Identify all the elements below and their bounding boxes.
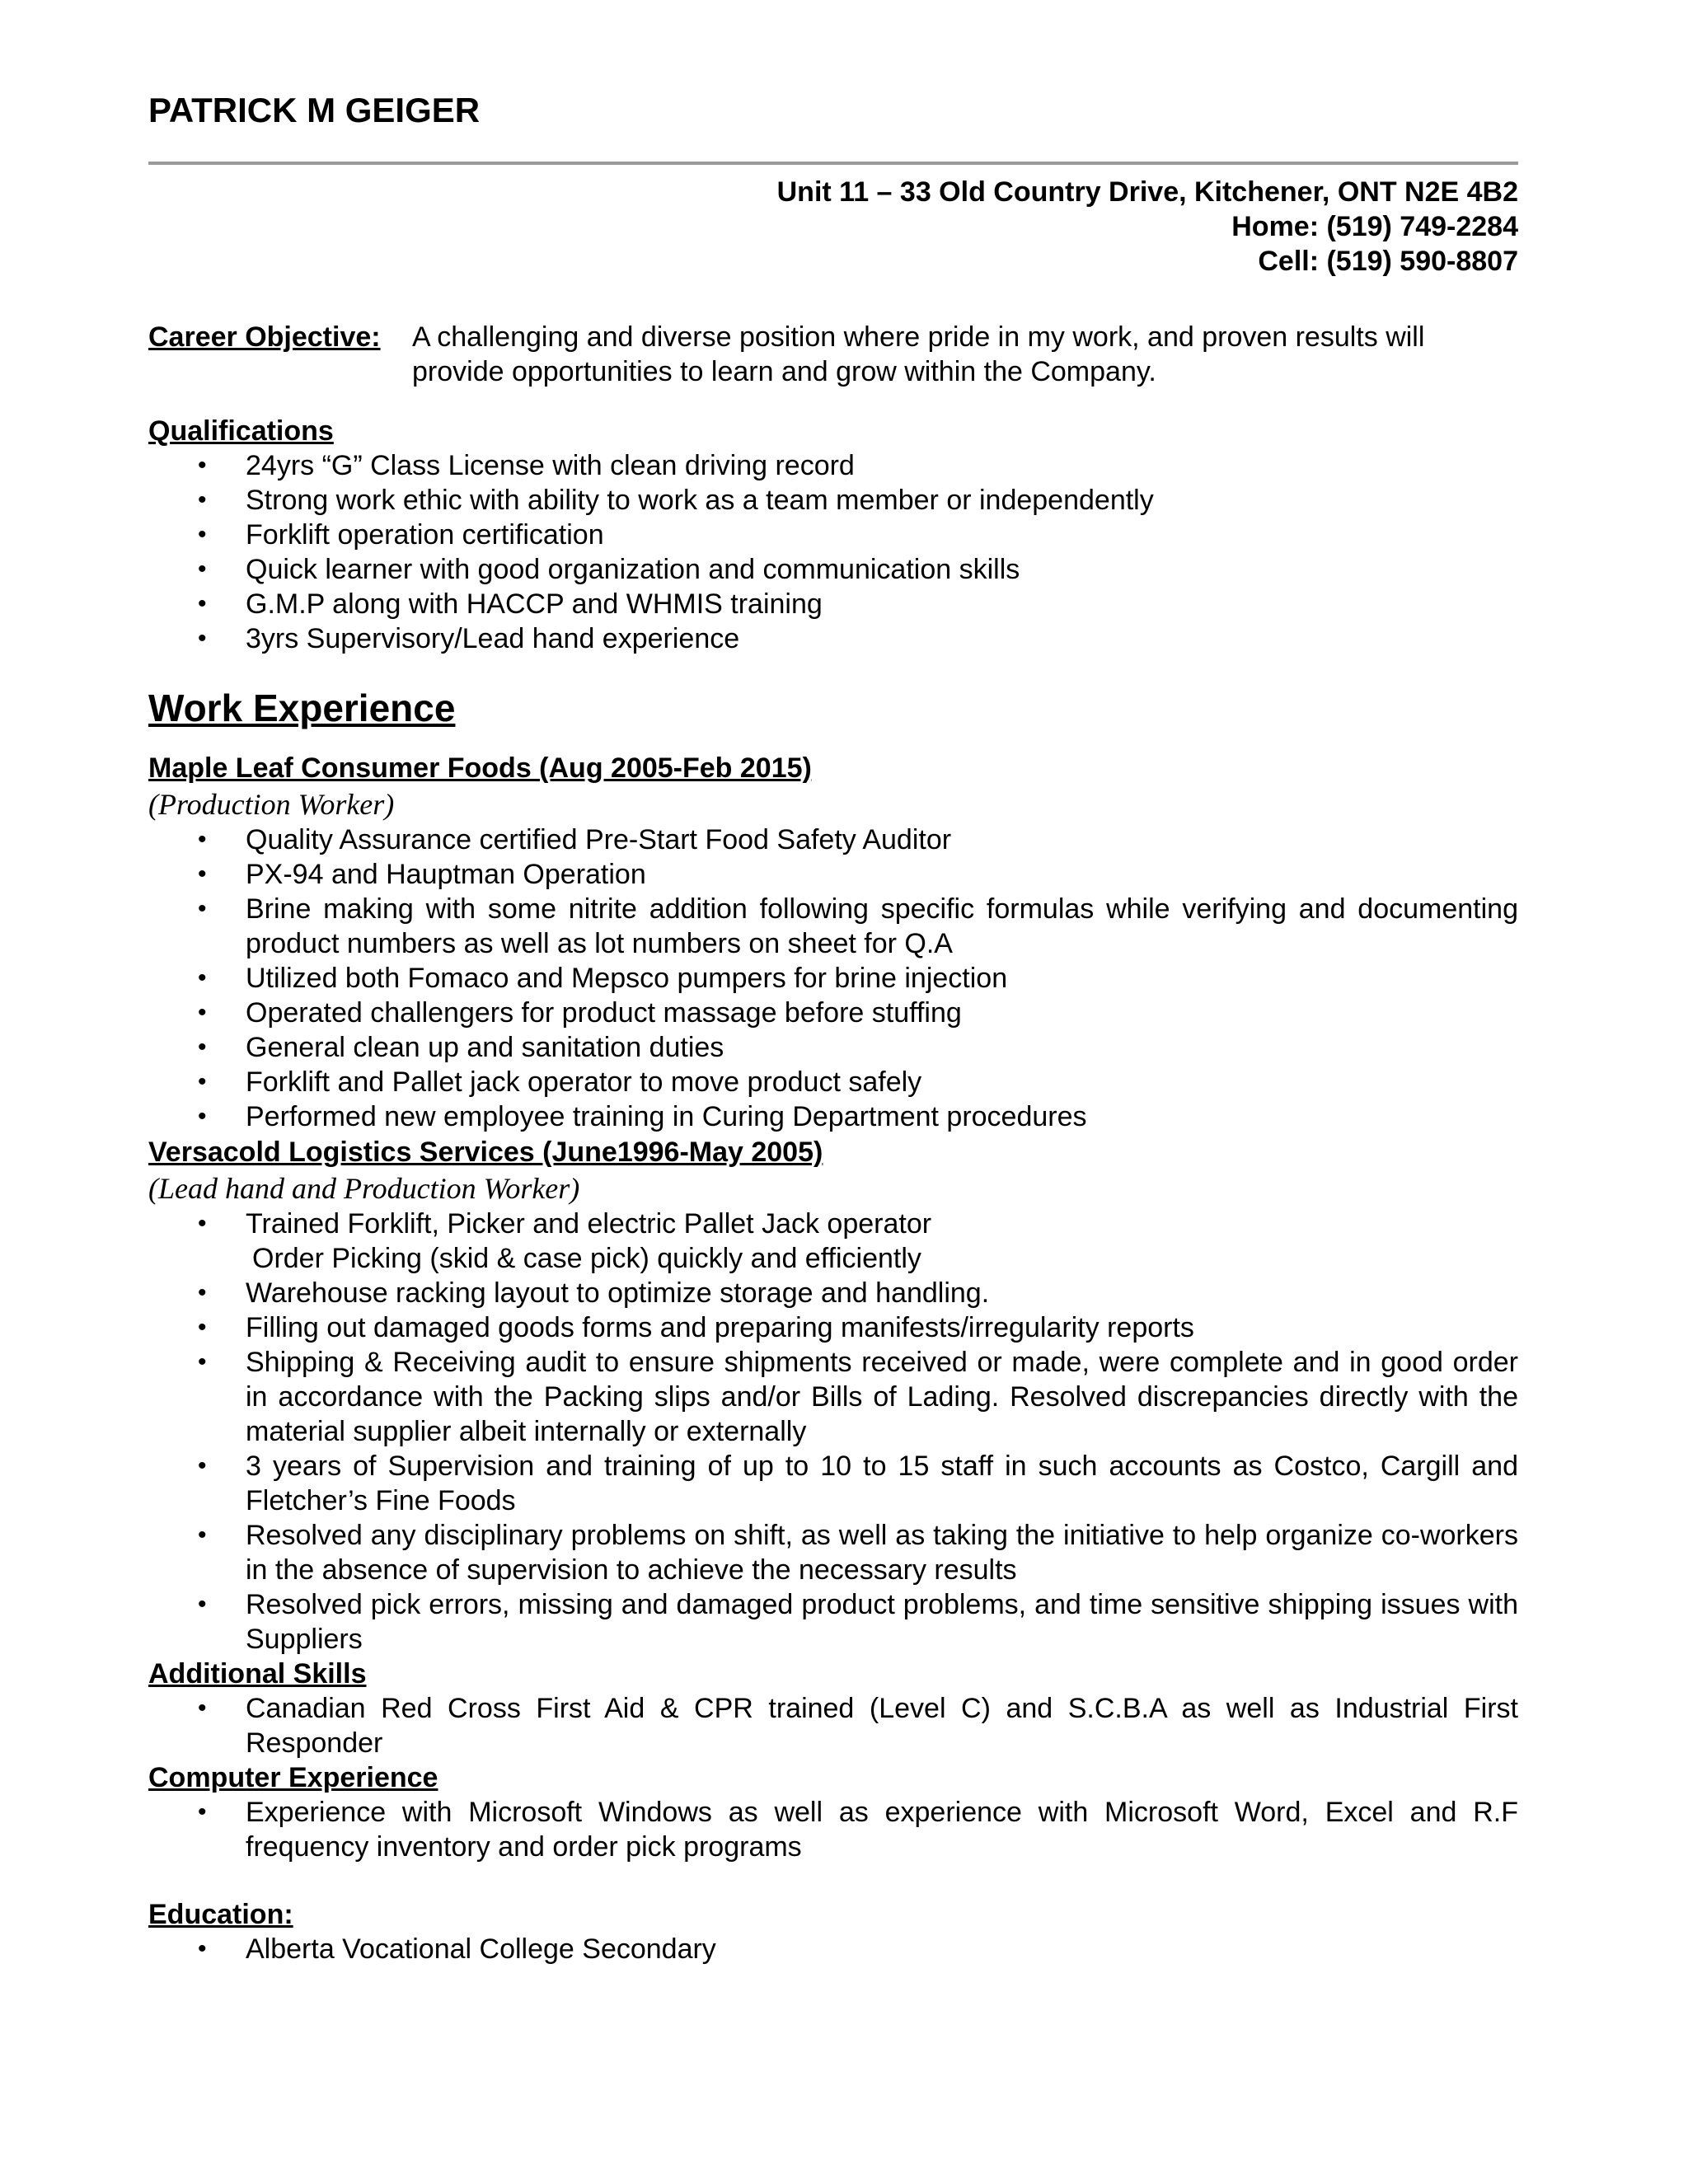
list-item: • Trained Forklift, Picker and electric Pallet Jack operator xyxy=(198,1208,932,1240)
career-objective-label: Career Objective: xyxy=(148,321,381,353)
job-role: (Lead hand and Production Worker) xyxy=(148,1172,580,1205)
computer-experience-section xyxy=(148,1760,1518,1864)
bullet-icon: • xyxy=(198,521,207,548)
bullet-icon: • xyxy=(198,826,207,853)
additional-skills-section xyxy=(148,1657,1518,1760)
computer-experience-heading: Computer Experience xyxy=(148,1762,438,1793)
list-item: • Brine making with some nitrite addition following specific formulas while verifying and documenting product numbers as well as lot numbers on sheet for Q.A xyxy=(198,893,1518,959)
bullet-icon: • xyxy=(198,452,207,479)
qualifications-heading: Qualifications xyxy=(148,415,334,447)
list-item: • Experience with Microsoft Windows as well as experience with Microsoft Word, Excel and R.F frequency inventory and order pick programs xyxy=(198,1797,1518,1863)
education-section xyxy=(148,1897,1518,1966)
list-item: • Strong work ethic with ability to work as a team member or independently xyxy=(198,485,1154,516)
header-divider xyxy=(148,162,1518,165)
list-item: • Utilized both Fomaco and Mepsco pumpers for brine injection xyxy=(198,963,1008,994)
list-item: • Alberta Vocational College Secondary xyxy=(198,1933,716,1965)
job-title: Maple Leaf Consumer Foods (Aug 2005-Feb 2015) xyxy=(148,752,812,784)
bullet-icon: • xyxy=(198,1591,207,1618)
bullet-icon: • xyxy=(198,860,207,888)
job-duties-list xyxy=(148,823,1518,1134)
list-item: • Operated challengers for product massage before stuffing xyxy=(198,997,962,1029)
home-phone: Home: (519) 749-2284 xyxy=(1231,211,1518,242)
list-item: • 3yrs Supervisory/Lead hand experience xyxy=(198,623,740,654)
job-role: (Production Worker) xyxy=(148,788,395,821)
list-item: • PX-94 and Hauptman Operation xyxy=(198,859,646,890)
bullet-icon: • xyxy=(198,555,207,583)
list-item: • Performed new employee training in Curing Department procedures xyxy=(198,1101,1087,1132)
career-objective xyxy=(148,320,1518,389)
list-item: • Forklift operation certification xyxy=(198,519,604,551)
bullet-icon: • xyxy=(198,999,207,1026)
list-item: • Resolved any disciplinary problems on shift, as well as taking the initiative to help organize co-workers in the absence of supervision to achieve the necessary results xyxy=(198,1520,1518,1586)
additional-skills-list xyxy=(148,1691,1518,1760)
list-item: • Quick learner with good organization and communication skills xyxy=(198,554,1020,585)
bullet-icon: • xyxy=(198,625,207,652)
job-versacold xyxy=(148,1134,1518,1657)
job-duties-list xyxy=(148,1207,1518,1657)
bullet-icon: • xyxy=(198,1068,207,1095)
job-maple-leaf xyxy=(148,750,1518,1134)
qualifications-list xyxy=(148,448,1518,656)
bullet-icon: • xyxy=(198,1348,207,1376)
list-item: • 24yrs “G” Class License with clean driving record xyxy=(198,450,855,481)
list-item: • Resolved pick errors, missing and damaged product problems, and time sensitive shipping issues with Suppliers xyxy=(198,1589,1518,1655)
candidate-name: PATRICK M GEIGER xyxy=(148,91,481,129)
bullet-icon: • xyxy=(198,895,207,922)
education-list xyxy=(148,1932,1518,1966)
list-item: • Filling out damaged goods forms and preparing manifests/irregularity reports xyxy=(198,1312,1194,1343)
career-objective-text: A challenging and diverse position where pride in my work, and proven results will provide opportunities to learn and grow within the Company. xyxy=(412,321,1425,387)
list-item: • 3 years of Supervision and training of up to 10 to 15 staff in such accounts as Costco, Cargill and Fletcher’s Fine Foods xyxy=(198,1451,1518,1516)
address-line: Unit 11 – 33 Old Country Drive, Kitchener, ONT N2E 4B2 xyxy=(776,176,1518,208)
bullet-icon: • xyxy=(198,1521,207,1549)
list-item: • Quality Assurance certified Pre-Start Food Safety Auditor xyxy=(198,824,952,855)
cell-phone: Cell: (519) 590-8807 xyxy=(1258,246,1518,277)
bullet-icon: • xyxy=(198,1033,207,1061)
bullet-icon: • xyxy=(198,964,207,991)
qualifications-section xyxy=(148,414,1518,656)
bullet-icon: • xyxy=(198,1279,207,1306)
bullet-icon: • xyxy=(198,1103,207,1130)
contact-block xyxy=(148,175,1518,279)
computer-experience-list xyxy=(148,1795,1518,1864)
list-item: • General clean up and sanitation duties xyxy=(198,1032,724,1063)
list-item: Order Picking (skid & case pick) quickly and efficiently xyxy=(252,1243,921,1274)
bullet-icon: • xyxy=(198,1452,207,1479)
list-item: • Shipping & Receiving audit to ensure shipments received or made, were complete and in good order in accordance with the Packing slips and/or Bills of Lading. Resolved discrepancies directly with the material supplier albeit internally or externally xyxy=(198,1347,1518,1447)
additional-skills-heading: Additional Skills xyxy=(148,1658,367,1690)
bullet-icon: • xyxy=(198,1935,207,1962)
list-item: • G.M.P along with HACCP and WHMIS training xyxy=(198,588,823,620)
list-item: • Canadian Red Cross First Aid & CPR trained (Level C) and S.C.B.A as well as Industrial First Responder xyxy=(198,1693,1518,1759)
bullet-icon: • xyxy=(198,1210,207,1237)
work-experience-heading: Work Experience xyxy=(148,687,456,729)
bullet-icon: • xyxy=(198,1314,207,1341)
work-experience-section xyxy=(148,686,1518,1657)
bullet-icon: • xyxy=(198,1694,207,1722)
list-item: • Warehouse racking layout to optimize storage and handling. xyxy=(198,1277,990,1309)
education-heading: Education: xyxy=(148,1899,293,1930)
bullet-icon: • xyxy=(198,1798,207,1825)
job-title: Versacold Logistics Services (June1996-May 2005) xyxy=(148,1137,823,1168)
list-item: • Forklift and Pallet jack operator to move product safely xyxy=(198,1066,922,1098)
resume-page xyxy=(148,91,1518,1966)
bullet-icon: • xyxy=(198,590,207,617)
bullet-icon: • xyxy=(198,486,207,513)
